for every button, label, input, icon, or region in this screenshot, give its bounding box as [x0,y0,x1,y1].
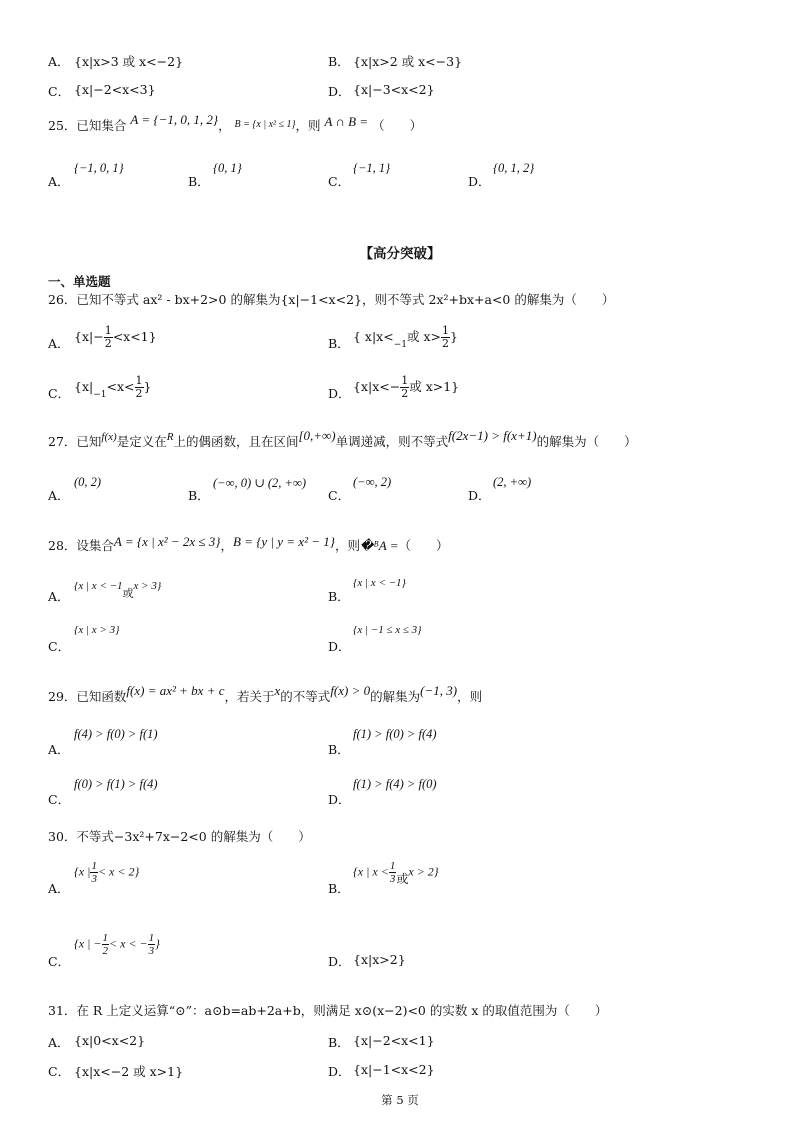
fraction: $\frac{1}{3}$ [389,860,396,885]
section-title: 【高分突破】 [359,246,441,262]
q25-stem: 25．已知集合 A = {−1, 0, 1, 2}， $^{B = \{x | x^2 \le 1\}}$，则 A ∩ B = （ ） [48,112,423,133]
q28-stem: 28．设集合A = {x | x² − 2x ≤ 3}，B = {y | y = x² − 1}，则�ᴮA =（ ） [48,534,449,553]
fraction: $\frac{1}{2}$ [401,374,409,400]
q27-stem: 27．已知f(x)是定义在R上的偶函数，且在区间[0,+∞)单调递减，则不等式f(2x−1) > f(x+1)的解集为（ ） [48,428,637,449]
fraction: $\frac{1}{2}$ [102,932,109,957]
fraction: $\frac{1}{2}$ [104,324,112,350]
fraction: $\frac{1}{3}$ [148,932,155,957]
fraction: $\frac{1}{3}$ [91,860,97,885]
subsection-title: 一、单选题 [48,274,111,289]
q25-expr: A ∩ B = [324,114,369,129]
q25-set-b: B = {x | x² ≤ 1} [234,119,296,130]
q26-stem: 26．已知不等式 ax² - bx+2>0 的解集为{x|−1<x<2}，则不等式 2x²+bx+a<0 的解集为（ ） [48,292,615,307]
fraction: $\frac{1}{2}$ [442,324,449,350]
q29-stem: 29．已知函数f(x) = ax² + bx + c，若关于x的不等式f(x) > 0的解集为(−1, 3)，则 [48,683,483,704]
q31-stem: 31．在 R 上定义运算“⊙”：a⊙b=ab+2a+b，则满足 x⊙(x−2)<0 的实数 x 的取值范围为（ ） [48,1003,608,1018]
q30-stem: 30．不等式−3x²+7x−2<0 的解集为（ ） [48,829,311,844]
page-number: 第 5 页 [381,1093,419,1107]
fraction: $\frac{1}{2}$ [135,374,143,400]
q25-set-a: A = {−1, 0, 1, 2} [130,112,219,127]
